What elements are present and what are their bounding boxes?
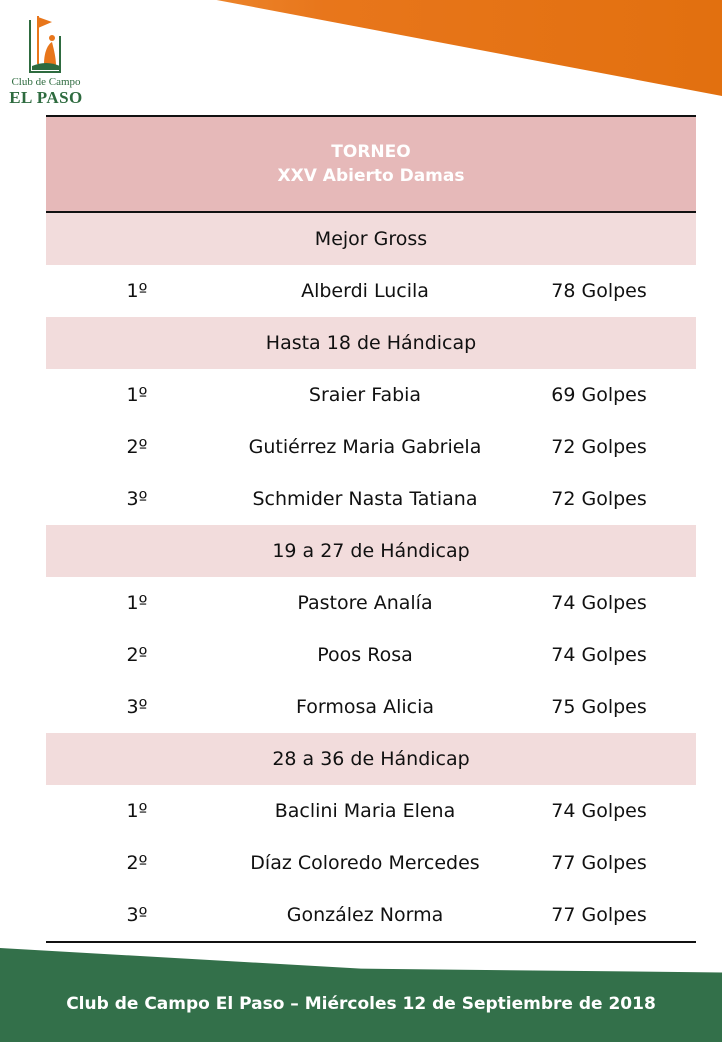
table-row [46, 681, 696, 733]
table-row [46, 889, 696, 941]
position-cell: 3º [126, 488, 148, 510]
golf-flag-icon [26, 14, 66, 76]
player-cell: Pastore Analía [297, 592, 433, 614]
score-cell: 78 Golpes [551, 280, 647, 302]
category-row: Hasta 18 de Hándicap [46, 317, 696, 369]
position-cell: 2º [126, 644, 148, 666]
table-row [46, 837, 696, 889]
top-orange-wedge [0, 0, 722, 96]
table-row [46, 369, 696, 421]
score-cell: 77 Golpes [551, 904, 647, 926]
player-cell: Formosa Alicia [296, 696, 434, 718]
player-cell: Sraier Fabia [308, 384, 422, 406]
category-row: 19 a 27 de Hándicap [46, 525, 696, 577]
position-cell: 3º [126, 696, 148, 718]
category-row: 28 a 36 de Hándicap [46, 733, 696, 785]
player-cell: González Norma [286, 904, 444, 926]
tournament-header [46, 117, 696, 213]
player-cell: Díaz Coloredo Mercedes [250, 852, 480, 874]
logo-club-text: Club de Campo [11, 76, 81, 88]
position-cell: 2º [126, 852, 148, 874]
table-row [46, 473, 696, 525]
score-cell: 74 Golpes [551, 644, 647, 666]
category-row: Mejor Gross [46, 213, 696, 265]
score-cell: 72 Golpes [551, 488, 647, 510]
results-table [46, 115, 696, 943]
score-cell: 75 Golpes [551, 696, 647, 718]
position-cell: 1º [126, 280, 148, 302]
player-cell: Gutiérrez Maria Gabriela [248, 436, 482, 458]
position-cell: 1º [126, 384, 148, 406]
score-cell: 74 Golpes [551, 592, 647, 614]
header-line-2: XXV Abierto Damas [277, 166, 465, 186]
player-cell: Alberdi Lucila [301, 280, 429, 302]
club-logo [4, 14, 88, 110]
footer-text: Club de Campo El Paso – Miércoles 12 de Septiembre de 2018 [66, 994, 656, 1014]
position-cell: 3º [126, 904, 148, 926]
player-cell: Schmider Nasta Tatiana [252, 488, 478, 510]
logo-name-text: EL PASO [9, 88, 83, 107]
score-cell: 72 Golpes [551, 436, 647, 458]
table-row [46, 577, 696, 629]
player-cell: Baclini Maria Elena [274, 800, 456, 822]
table-row [46, 421, 696, 473]
player-cell: Poos Rosa [317, 644, 413, 666]
position-cell: 1º [126, 800, 148, 822]
position-cell: 1º [126, 592, 148, 614]
table-row [46, 785, 696, 837]
position-cell: 2º [126, 436, 148, 458]
score-cell: 77 Golpes [551, 852, 647, 874]
table-row [46, 265, 696, 317]
score-cell: 69 Golpes [551, 384, 647, 406]
score-cell: 74 Golpes [551, 800, 647, 822]
table-row [46, 629, 696, 681]
header-line-1: TORNEO [331, 142, 411, 162]
